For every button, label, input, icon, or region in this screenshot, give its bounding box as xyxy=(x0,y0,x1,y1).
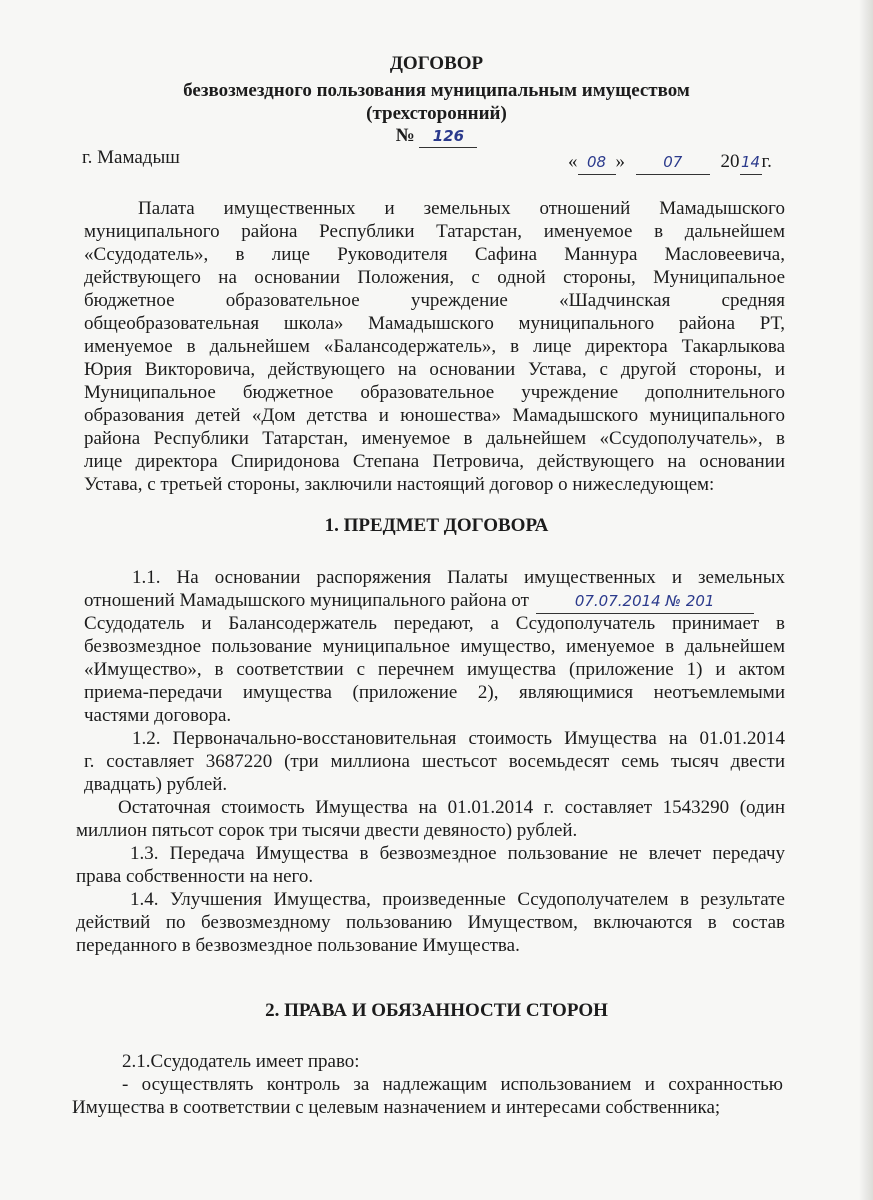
clause-1-2-line: г. составляет 3687220 (три миллиона шестьсот восемьдесят семь тысяч двести xyxy=(84,751,785,772)
clause-1-1-line: частями договора. xyxy=(84,705,232,726)
preamble-line: Юрия Викторовича, действующего на основании Устава, с другой стороны, и xyxy=(84,359,785,380)
clause-1-1-line: «Имущество», в соответствии с перечнем имущества (приложение 1) и актом xyxy=(84,659,785,680)
date-open-quote: « xyxy=(568,151,578,172)
clause-1-1-order-text: отношений Мамадышского муниципального района от xyxy=(84,590,529,611)
clause-1-1-line: безвозмездное пользование муниципальное имущество, именуемое в дальнейшем xyxy=(84,636,785,657)
handwritten-day: 08 xyxy=(578,151,616,175)
clause-1-4-line: 1.4. Улучшения Имущества, произведенные Ссудополучателем в результате xyxy=(130,889,785,910)
clause-2-1-bullet-line: - осуществлять контроль за надлежащим использованием и сохранностью xyxy=(122,1074,783,1095)
clause-1-4-line: действий по безвозмездному пользованию Имуществом, включаются в состав xyxy=(76,912,785,933)
contract-date xyxy=(568,150,772,175)
residual-value-line: миллион пятьсот сорок три тысячи двести девяносто) рублей. xyxy=(76,820,578,841)
document-subtitle: безвозмездного пользования муниципальным имуществом xyxy=(183,80,690,101)
section-1-heading: 1. ПРЕДМЕТ ДОГОВОРА xyxy=(324,515,549,536)
document-subtitle-trilateral: (трехсторонний) xyxy=(366,103,507,124)
clause-1-4-line: переданного в безвозмездное пользование Имущества. xyxy=(76,935,520,956)
handwritten-order-date: 07.07.2014 xyxy=(574,592,661,610)
preamble-line: общеобразовательная школа» Мамадышского муниципального района РТ, xyxy=(84,313,785,334)
number-label: № xyxy=(395,125,415,146)
handwritten-order-number: 201 xyxy=(685,592,715,610)
preamble-line: образования детей «Дом детства и юношества» Мамадышского муниципального xyxy=(84,405,785,426)
preamble-line: муниципального района Республики Татарстан, именуемое в дальнейшем xyxy=(84,221,785,242)
handwritten-year: 14 xyxy=(740,151,762,175)
section-2-heading: 2. ПРАВА И ОБЯЗАННОСТИ СТОРОН xyxy=(265,1000,608,1021)
preamble-line: Устава, с третьей стороны, заключили настоящий договор о нижеследующем: xyxy=(84,474,715,495)
clause-2-1-bullet-line: Имущества в соответствии с целевым назначением и интересами собственника; xyxy=(72,1097,721,1118)
preamble-line: действующего на основании Положения, с одной стороны, Муниципальное xyxy=(84,267,785,288)
clause-2-1: 2.1.Ссудодатель имеет право: xyxy=(122,1051,360,1072)
clause-1-1-line: приема-передачи имущества (приложение 2), являющимися неотъемлемыми xyxy=(84,682,785,703)
date-close-quote: » xyxy=(615,151,625,172)
city-label: г. Мамадыш xyxy=(82,147,180,168)
preamble-line: бюджетное образовательное учреждение «Шадчинская средняя xyxy=(84,290,785,311)
document-title: ДОГОВОР xyxy=(389,53,484,74)
preamble-line: района Республики Татарстан, именуемое в дальнейшем «Ссудополучатель», в xyxy=(84,428,785,449)
handwritten-month: 07 xyxy=(636,151,710,175)
preamble-line: «Ссудодатель», в лице Руководителя Сафина Маннура Масловеевича, xyxy=(84,244,785,265)
clause-1-2-line: двадцать) рублей. xyxy=(84,774,228,795)
year-suffix: г. xyxy=(761,151,772,172)
clause-1-3-line: права собственности на него. xyxy=(76,866,314,887)
handwritten-order-sign: № xyxy=(665,592,682,610)
handwritten-order xyxy=(536,589,754,614)
clause-1-3-line: 1.3. Передача Имущества в безвозмездное пользование не влечет передачу xyxy=(130,843,785,864)
handwritten-number: 126 xyxy=(419,125,477,148)
clause-1-1-order xyxy=(84,589,754,614)
residual-value-line: Остаточная стоимость Имущества на 01.01.2014 г. составляет 1543290 (один xyxy=(118,797,785,818)
preamble-line: Палата имущественных и земельных отношений Мамадышского xyxy=(138,198,785,219)
year-prefix: 20 xyxy=(720,151,740,172)
preamble-line: именуемое в дальнейшем «Балансодержатель», в лице директора Такарлыкова xyxy=(84,336,785,357)
preamble-line: лице директора Спиридонова Степана Петровича, действующего на основании xyxy=(84,451,785,472)
clause-1-2-line: 1.2. Первоначально-восстановительная стоимость Имущества на 01.01.2014 xyxy=(132,728,785,749)
clause-1-1-line: 1.1. На основании распоряжения Палаты имущественных и земельных xyxy=(132,567,785,588)
preamble-line: Муниципальное бюджетное образовательное учреждение дополнительного xyxy=(84,382,785,403)
clause-1-1-line: Ссудодатель и Балансодержатель передают, а Ссудополучатель принимает в xyxy=(84,613,785,634)
document-number xyxy=(0,125,873,148)
